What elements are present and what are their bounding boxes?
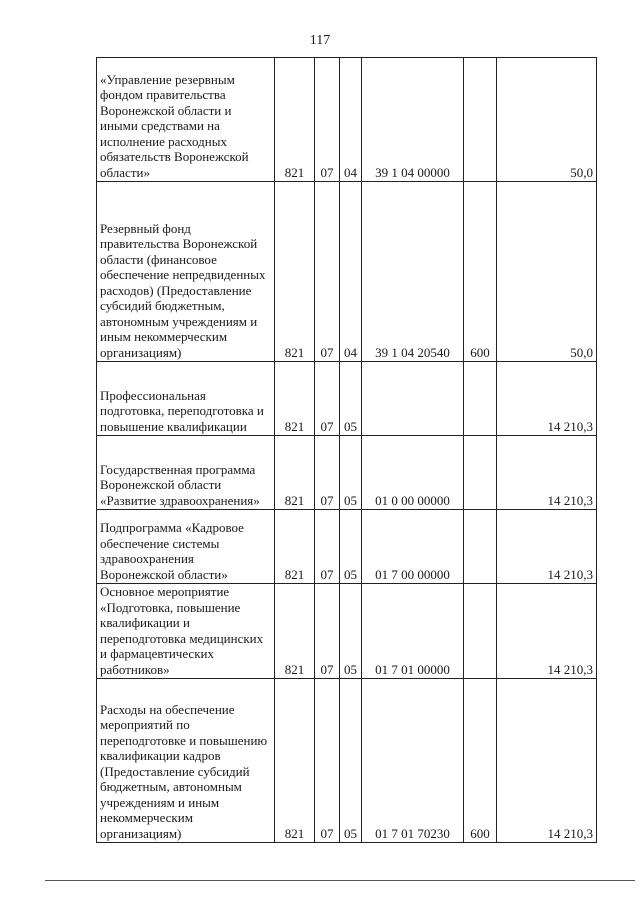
row-target-code: 39 1 04 20540	[362, 182, 464, 362]
row-subsection: 05	[340, 679, 362, 843]
row-admin-code: 821	[275, 510, 315, 584]
row-admin-code: 821	[275, 584, 315, 679]
row-expense-type	[464, 58, 497, 182]
row-amount: 14 210,3	[497, 362, 597, 436]
row-section: 07	[315, 362, 340, 436]
footer-divider	[45, 880, 635, 881]
row-subsection: 04	[340, 58, 362, 182]
row-amount: 14 210,3	[497, 436, 597, 510]
row-amount: 14 210,3	[497, 584, 597, 679]
row-admin-code: 821	[275, 182, 315, 362]
row-target-code: 01 0 00 00000	[362, 436, 464, 510]
row-target-code: 01 7 01 00000	[362, 584, 464, 679]
row-section: 07	[315, 182, 340, 362]
row-expense-type: 600	[464, 679, 497, 843]
row-name: Государственная программа Воронежской области «Развитие здравоохранения»	[97, 436, 275, 510]
table-row	[97, 679, 597, 843]
row-admin-code: 821	[275, 362, 315, 436]
row-name: Подпрограмма «Кадровое обеспечение системы здравоохранения Воронежской области»	[97, 510, 275, 584]
row-admin-code: 821	[275, 58, 315, 182]
row-section: 07	[315, 679, 340, 843]
row-subsection: 05	[340, 362, 362, 436]
table-row	[97, 58, 597, 182]
row-subsection: 05	[340, 510, 362, 584]
row-section: 07	[315, 584, 340, 679]
row-expense-type: 600	[464, 182, 497, 362]
row-amount: 50,0	[497, 182, 597, 362]
row-name: Профессиональная подготовка, переподготовка и повышение квалификации	[97, 362, 275, 436]
table-row	[97, 182, 597, 362]
table-row	[97, 510, 597, 584]
row-admin-code: 821	[275, 679, 315, 843]
row-target-code: 01 7 00 00000	[362, 510, 464, 584]
row-name: «Управление резервным фондом правительства Воронежской области и иными средствами на исполнение расходных обязательств Воронежской области»	[97, 58, 275, 182]
table-row	[97, 362, 597, 436]
row-name: Расходы на обеспечение мероприятий по переподготовке и повышению квалификации кадров (Предоставление субсидий бюджетным, автономным учреждениям и иным некоммерческим организациям)	[97, 679, 275, 843]
row-target-code: 39 1 04 00000	[362, 58, 464, 182]
row-subsection: 04	[340, 182, 362, 362]
row-section: 07	[315, 58, 340, 182]
row-section: 07	[315, 510, 340, 584]
row-amount: 50,0	[497, 58, 597, 182]
table-row	[97, 436, 597, 510]
row-expense-type	[464, 436, 497, 510]
row-section: 07	[315, 436, 340, 510]
budget-table	[96, 57, 597, 843]
row-subsection: 05	[340, 584, 362, 679]
row-subsection: 05	[340, 436, 362, 510]
row-target-code	[362, 362, 464, 436]
row-expense-type	[464, 584, 497, 679]
row-target-code: 01 7 01 70230	[362, 679, 464, 843]
page-number: 117	[309, 33, 331, 48]
row-admin-code: 821	[275, 436, 315, 510]
row-amount: 14 210,3	[497, 679, 597, 843]
row-name: Резервный фонд правительства Воронежской области (финансовое обеспечение непредвиденных расходов) (Предоставление субсидий бюджетным, автономным учреждениям и иным некоммерческим организациям)	[97, 182, 275, 362]
row-expense-type	[464, 510, 497, 584]
row-name: Основное мероприятие «Подготовка, повышение квалификации и переподготовка медицинских и фармацевтических работников»	[97, 584, 275, 679]
row-expense-type	[464, 362, 497, 436]
row-amount: 14 210,3	[497, 510, 597, 584]
table-row	[97, 584, 597, 679]
